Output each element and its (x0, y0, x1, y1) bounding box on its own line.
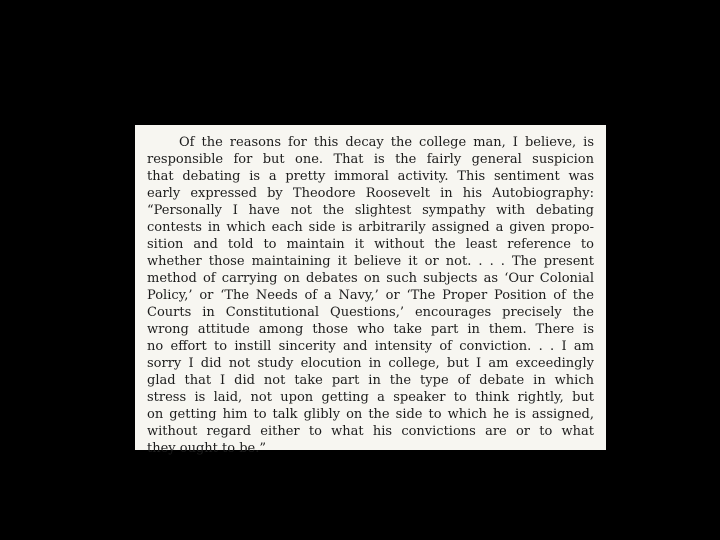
text-line-1: Of the reasons for this decay the college man, I believe, is (179, 135, 594, 150)
text-line-5: “Personally I have not the slightest sympathy with debating (147, 203, 594, 218)
text-line-3: that debating is a pretty immoral activity. This sentiment was (147, 169, 594, 184)
text-line-18: without regard either to what his convictions are or to what (147, 424, 594, 439)
text-line-14: sorry I did not study elocution in college, but I am exceedingly (147, 356, 594, 371)
text-line-8: whether those maintaining it believe it or not. . . . The present (147, 254, 594, 269)
text-line-19: they ought to be.” (147, 441, 266, 456)
text-line-4: early expressed by Theodore Roosevelt in his Autobiography: (147, 186, 594, 201)
text-line-15: glad that I did not take part in the type of debate in which (147, 373, 594, 388)
text-line-17: on getting him to talk glibly on the side to which he is assigned, (147, 407, 594, 422)
text-line-2: responsible for but one. That is the fairly general suspicion (147, 152, 594, 167)
text-line-12: wrong attitude among those who take part in them. There is (147, 322, 594, 337)
text-line-10: Policy,’ or ‘The Needs of a Navy,’ or ‘The Proper Position of the (147, 288, 594, 303)
text-line-11: Courts in Constitutional Questions,’ encourages precisely the (147, 305, 594, 320)
scanned-text-excerpt (135, 125, 606, 456)
text-line-9: method of carrying on debates on such subjects as ‘Our Colonial (147, 271, 594, 286)
text-line-13: no effort to instill sincerity and intensity of conviction. . . I am (147, 339, 594, 354)
text-line-6: contests in which each side is arbitrarily assigned a given propo- (147, 220, 594, 235)
text-line-7: sition and told to maintain it without the least reference to (147, 237, 594, 252)
text-line-16: stress is laid, not upon getting a speaker to think rightly, but (147, 390, 594, 405)
